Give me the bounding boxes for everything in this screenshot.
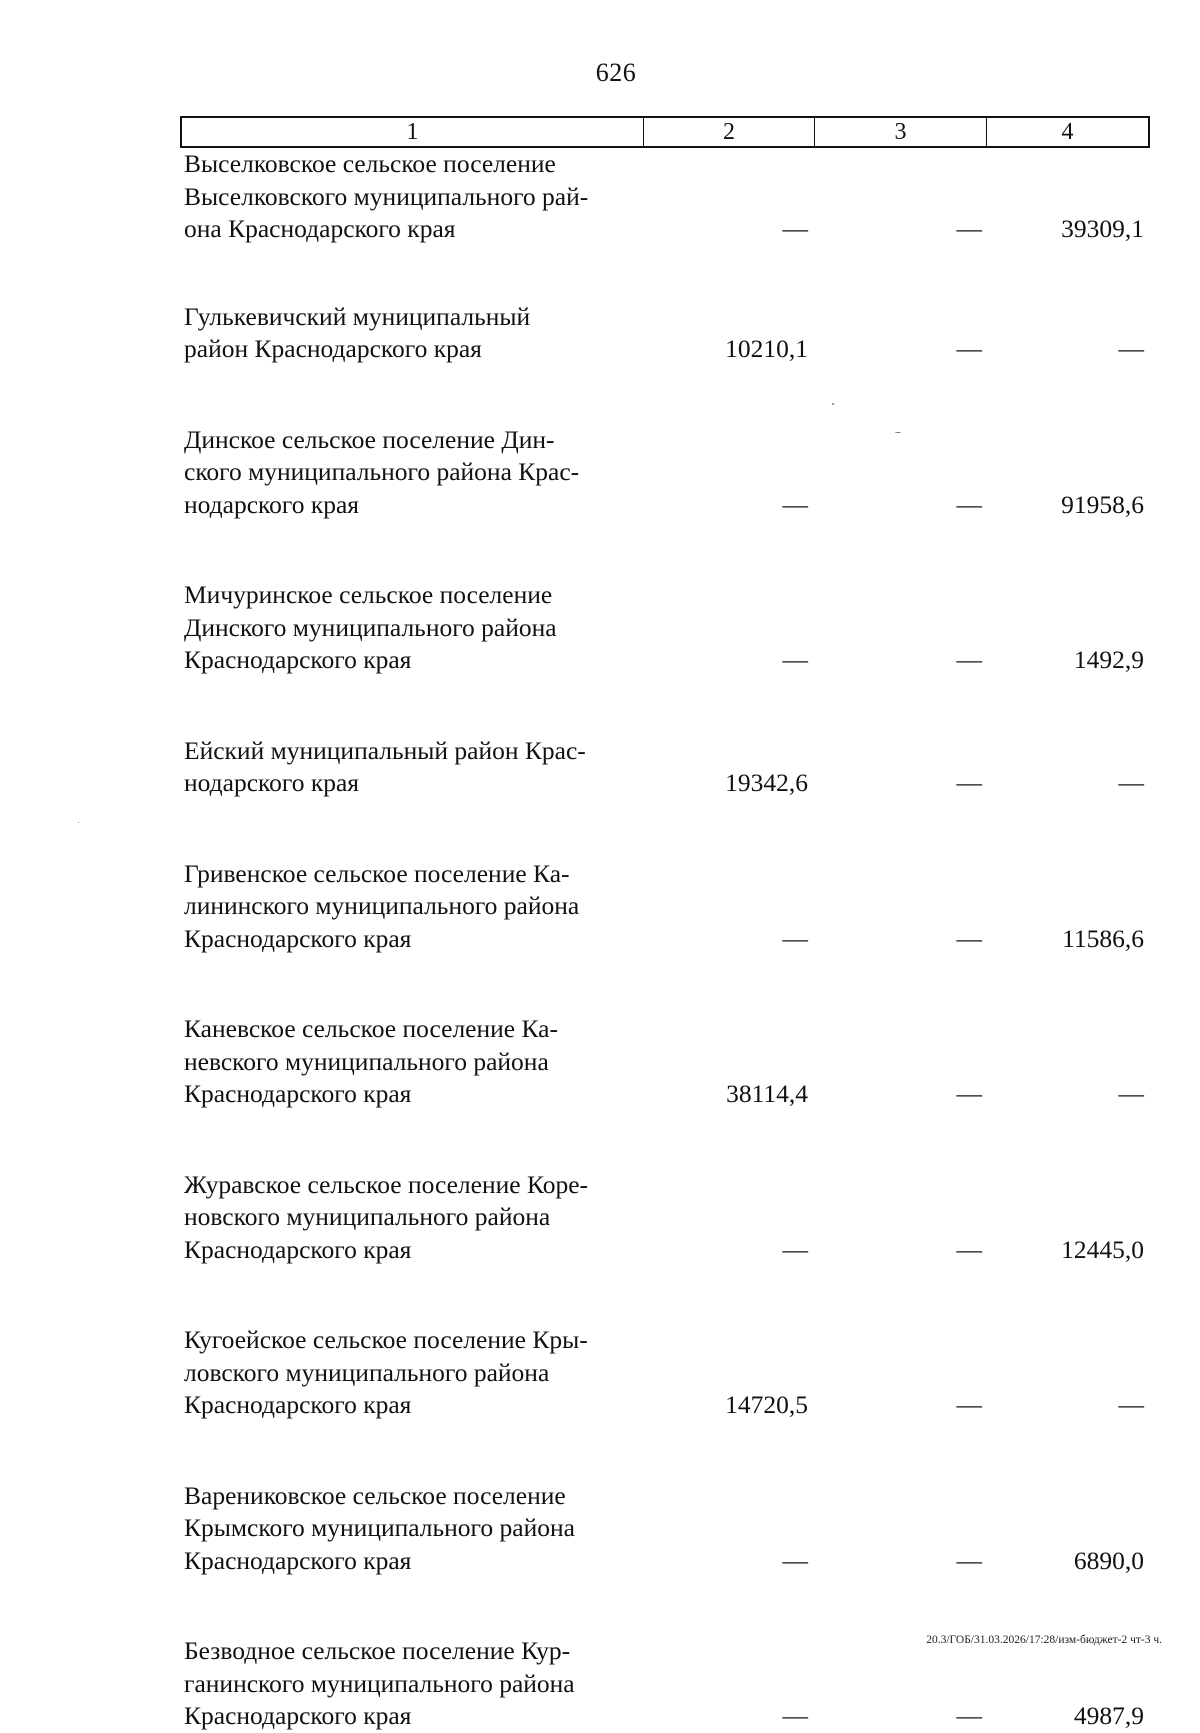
row-value-col-4: — xyxy=(1118,768,1144,797)
row-value-col-4: 1492,9 xyxy=(1073,645,1144,674)
table-row xyxy=(180,1480,1150,1578)
row-value-col-4: 91958,6 xyxy=(1061,489,1144,519)
table-row xyxy=(180,424,1150,522)
row-value-col-3: — xyxy=(956,489,982,519)
row-name-line: ского муниципального района Крас- xyxy=(184,457,580,486)
row-name xyxy=(180,579,642,677)
row-value-col-4: — xyxy=(1118,1390,1144,1419)
page-number: 626 xyxy=(595,58,637,87)
row-value-col-4: 6890,0 xyxy=(1073,1545,1144,1575)
row-value-col-4: 39309,1 xyxy=(1061,214,1144,243)
row-name-line: Крымского муниципального района xyxy=(184,1513,575,1542)
row-value-col-4: 12445,0 xyxy=(1061,1234,1144,1264)
row-value-col-2: — xyxy=(782,214,808,243)
row-name-line: Выселковское сельское поселение xyxy=(184,149,556,178)
row-name-line: Краснодарского края xyxy=(184,1079,412,1108)
table-row xyxy=(180,735,1150,800)
row-value-col-2: 19342,6 xyxy=(725,768,808,797)
table-row xyxy=(180,1635,1150,1733)
row-name-line: район Краснодарского края xyxy=(184,334,482,363)
row-name-line: Ейский муниципальный район Крас- xyxy=(184,735,586,765)
row-name xyxy=(180,424,642,522)
row-name-line: Краснодарского края xyxy=(184,923,412,953)
scan-speck xyxy=(895,432,901,433)
row-name-line: Выселковского муниципального рай- xyxy=(184,181,589,211)
table-body xyxy=(180,148,1150,1733)
row-name-line: Кугоейское сельское поселение Кры- xyxy=(184,1325,588,1354)
row-name-line: новского муниципального района xyxy=(184,1202,551,1231)
row-value-col-4: 4987,9 xyxy=(1073,1701,1144,1730)
table-row xyxy=(180,148,1150,246)
row-name-line: Каневское сельское поселение Ка- xyxy=(184,1014,558,1043)
row-value-col-3: — xyxy=(956,1390,982,1419)
row-name-line: Краснодарского края xyxy=(184,1545,412,1575)
table-row xyxy=(180,858,1150,956)
row-name-line: ганинского муниципального района xyxy=(184,1668,575,1698)
row-name-line: Краснодарского края xyxy=(184,1234,412,1264)
header-col-4: 4 xyxy=(1061,119,1074,145)
row-value-col-3: — xyxy=(956,1234,982,1264)
row-value-col-2: 38114,4 xyxy=(726,1079,808,1108)
row-value-col-3: — xyxy=(956,768,982,797)
row-name-line: Краснодарского края xyxy=(184,645,412,674)
table-row xyxy=(180,1013,1150,1111)
row-name xyxy=(180,735,642,800)
row-value-col-3: — xyxy=(956,645,982,674)
row-name-line: нодарского края xyxy=(184,489,360,519)
row-value-col-3: — xyxy=(956,334,982,363)
row-value-col-2: — xyxy=(782,1701,808,1730)
row-value-col-3: — xyxy=(956,1701,982,1730)
row-name-line: Журавское сельское поселение Коре- xyxy=(184,1169,589,1199)
row-name xyxy=(180,1169,642,1267)
row-value-col-3: — xyxy=(956,1545,982,1575)
row-name-line: Краснодарского края xyxy=(184,1701,412,1730)
scan-speck xyxy=(832,403,834,405)
row-name-line: Мичуринское сельское поселение xyxy=(184,580,553,609)
row-name xyxy=(180,1480,642,1578)
row-value-col-2: — xyxy=(782,1545,808,1575)
row-value-col-2: — xyxy=(782,645,808,674)
row-name-line: Безводное сельское поселение Кур- xyxy=(184,1636,571,1665)
header-col-1: 1 xyxy=(182,118,644,146)
row-name xyxy=(180,1013,642,1111)
row-name xyxy=(180,858,642,956)
row-name xyxy=(180,1324,642,1422)
row-name xyxy=(180,1635,642,1733)
row-value-col-4: — xyxy=(1118,1079,1144,1108)
row-value-col-3: — xyxy=(956,214,982,243)
row-name-line: Варениковское сельское поселение xyxy=(184,1480,566,1510)
table-row xyxy=(180,301,1150,366)
table-row xyxy=(180,1169,1150,1267)
row-name-line: невского муниципального района xyxy=(184,1046,549,1076)
row-value-col-3: — xyxy=(956,923,982,953)
row-name-line: Динского муниципального района xyxy=(184,612,557,642)
row-value-col-4: — xyxy=(1118,334,1144,363)
table-row xyxy=(180,579,1150,677)
row-name xyxy=(180,301,642,366)
header-col-3: 3 xyxy=(815,118,987,146)
row-value-col-4: 11586,6 xyxy=(1062,923,1144,953)
row-value-col-2: 10210,1 xyxy=(725,334,808,363)
row-name-line: лининского муниципального района xyxy=(184,891,580,920)
row-name-line: Гривенское сельское поселение Ка- xyxy=(184,858,570,888)
header-col-2: 2 xyxy=(644,118,815,146)
row-value-col-2: — xyxy=(782,923,808,953)
row-name-line: нодарского края xyxy=(184,768,360,797)
row-name xyxy=(180,148,642,246)
scan-speck xyxy=(78,822,79,823)
row-value-col-2: — xyxy=(782,1234,808,1264)
row-value-col-2: 14720,5 xyxy=(725,1390,808,1419)
row-name-line: она Краснодарского края xyxy=(184,214,456,243)
row-name-line: Гулькевичский муниципальный xyxy=(184,301,531,331)
document-footer-code: 20.3/ГОБ/31.03.2026/17:28/изм-бюджет-2 чт-3 ч. xyxy=(926,1634,1162,1646)
row-name-line: Динское сельское поселение Дин- xyxy=(184,424,555,454)
table-row xyxy=(180,1324,1150,1422)
row-name-line: Краснодарского края xyxy=(184,1390,412,1419)
row-value-col-2: — xyxy=(782,489,808,519)
table-header xyxy=(180,116,1150,148)
row-name-line: ловского муниципального района xyxy=(184,1357,550,1387)
row-value-col-3: — xyxy=(956,1079,982,1108)
